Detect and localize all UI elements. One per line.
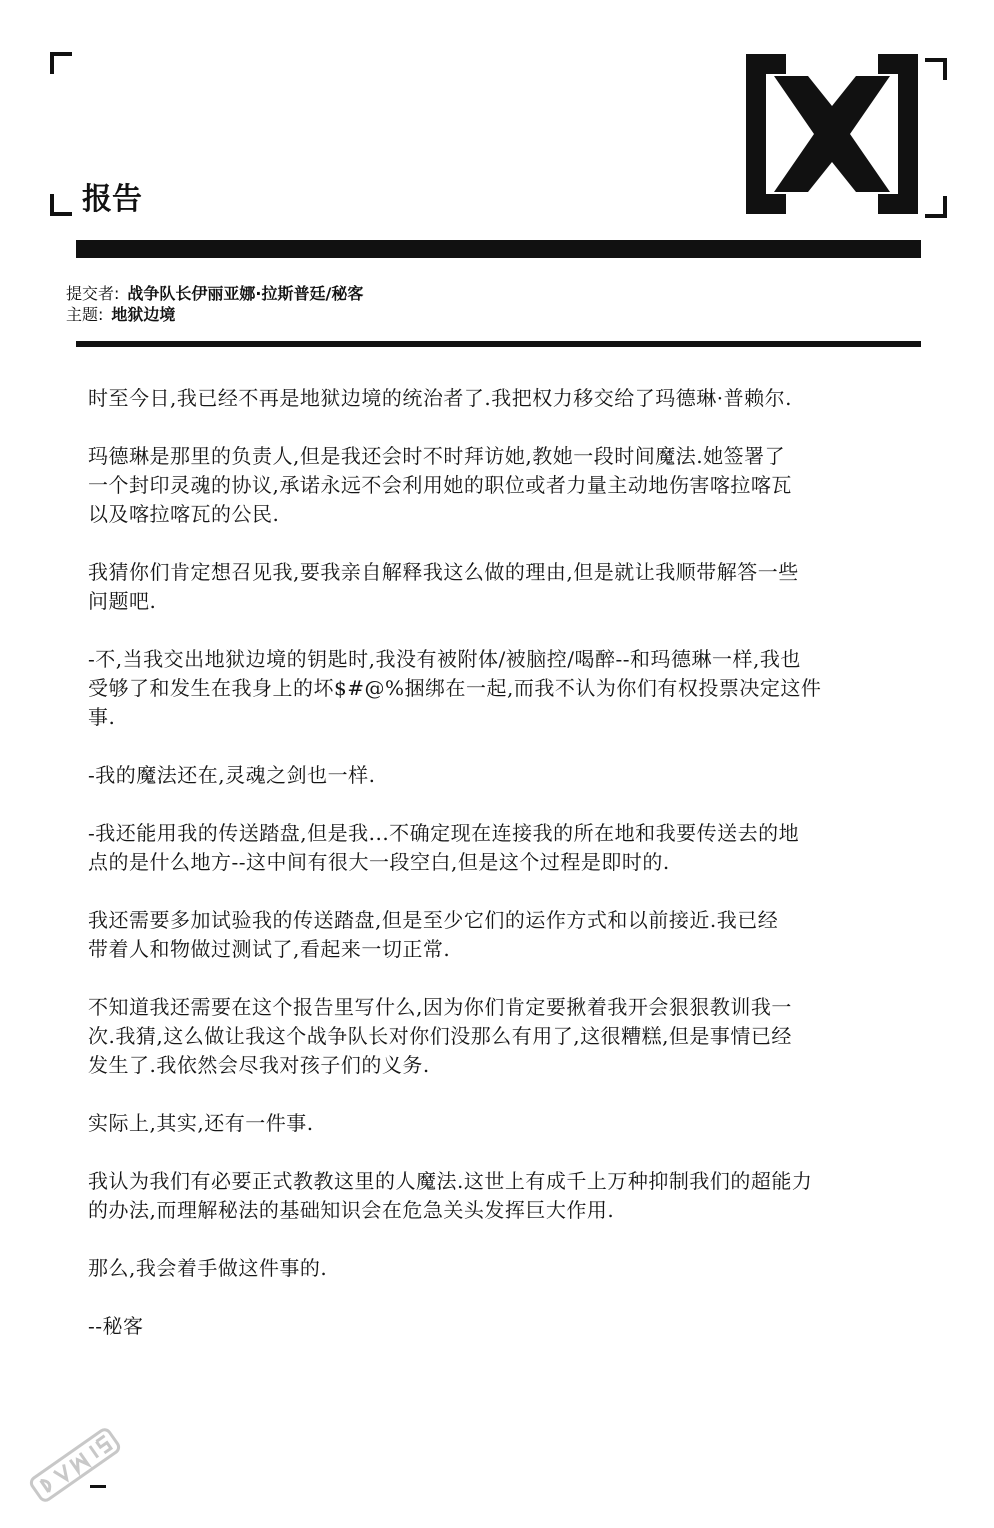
meta-divider bbox=[76, 341, 921, 347]
bottom-dash bbox=[90, 1485, 106, 1488]
letter-signature: --秘客 bbox=[88, 1314, 144, 1338]
corner-bottom-right bbox=[925, 196, 947, 218]
submitter-label: 提交者: bbox=[66, 284, 120, 303]
letter-paragraph: -我的魔法还在,灵魂之剑也一样. bbox=[88, 763, 376, 787]
letter-paragraph: 实际上,其实,还有一件事. bbox=[88, 1111, 314, 1135]
submitter-line bbox=[66, 283, 363, 305]
letter-paragraph: 我还需要多加试验我的传送踏盘,但是至少它们的运作方式和以前接近.我已经 带着人和物做过测试了,看起来一切正常. bbox=[88, 908, 779, 961]
submitter-value: 战争队长伊丽亚娜·拉斯普廷/秘客 bbox=[127, 284, 364, 303]
letter-paragraph: -我还能用我的传送踏盘,但是我...不确定现在连接我的所在地和我要传送去的地 点的是什么地方--这中间有很大一段空白,但是这个过程是即时的. bbox=[88, 821, 800, 874]
letter-paragraph: -不,当我交出地狱边境的钥匙时,我没有被附体/被脑控/喝醉--和玛德琳一样,我也 受够了和发生在我身上的坏$#@%捆绑在一起,而我不认为你们有权投票决定这件 事. bbox=[88, 647, 822, 729]
letter-paragraph: 不知道我还需要在这个报告里写什么,因为你们肯定要揪着我开会狠狠教训我一 次.我猜,这么做让我这个战争队长对你们没那么有用了,这很糟糕,但是事情已经 发生了.我依然会尽我对孩子们的义务. bbox=[88, 995, 792, 1077]
subject-line bbox=[66, 304, 175, 326]
letter-paragraph: 那么,我会着手做这件事的. bbox=[88, 1256, 328, 1280]
letter-paragraph: 我猜你们肯定想召见我,要我亲自解释我这么做的理由,但是就让我顺带解答一些 问题吧. bbox=[88, 560, 799, 613]
x-men-logo-icon bbox=[746, 54, 918, 214]
corner-top-left bbox=[50, 52, 72, 74]
letter-paragraph: 玛德琳是那里的负责人,但是我还会时不时拜访她,教她一段时间魔法.她签署了 一个封印灵魂的协议,承诺永远不会利用她的职位或者力量主动地伤害喀拉喀瓦 以及喀拉喀瓦的公民. bbox=[88, 444, 792, 526]
corner-bottom-left bbox=[50, 194, 72, 216]
subject-label: 主题: bbox=[66, 305, 104, 324]
letter-paragraph: 时至今日,我已经不再是地狱边境的统治者了.我把权力移交给了玛德琳·普赖尔. bbox=[88, 386, 792, 410]
corner-top-right bbox=[925, 58, 947, 80]
header-divider bbox=[76, 240, 921, 258]
letter-body bbox=[88, 384, 928, 1370]
subject-value: 地狱边境 bbox=[111, 305, 176, 324]
letter-paragraph: 我认为我们有必要正式教教这里的人魔法.这世上有成千上万种抑制我们的超能力 的办法,而理解秘法的基础知识会在危急关头发挥巨大作用. bbox=[88, 1169, 813, 1222]
watermark-logo-icon bbox=[20, 1420, 130, 1510]
page-title: 报告 bbox=[82, 182, 142, 217]
